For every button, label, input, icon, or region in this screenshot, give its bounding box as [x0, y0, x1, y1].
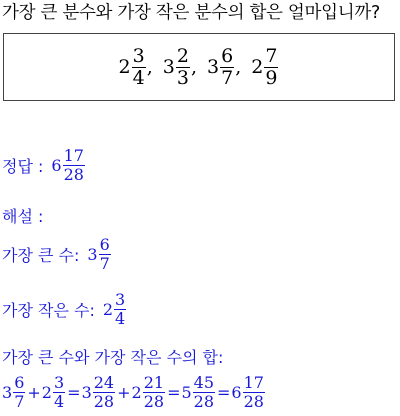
denominator: 7 [221, 66, 234, 89]
whole-number: 5 [181, 383, 192, 402]
given-fraction-2 [162, 44, 191, 89]
denominator: 4 [115, 309, 126, 328]
numerator: 6 [99, 235, 110, 254]
whole-number: 3 [162, 56, 175, 78]
whole-number: 2 [251, 56, 264, 78]
denominator: 28 [93, 392, 115, 411]
numerator: 7 [265, 44, 278, 67]
given-fractions-box [3, 33, 395, 101]
denominator: 28 [243, 392, 264, 411]
whole-number: 3 [81, 383, 92, 402]
denominator: 3 [176, 66, 189, 89]
term-5 [181, 375, 216, 410]
numerator: 6 [221, 44, 234, 67]
answer-row [2, 148, 86, 183]
denominator: 28 [193, 392, 215, 411]
numerator: 45 [193, 373, 215, 392]
numerator: 3 [132, 44, 145, 67]
numerator: 6 [14, 373, 25, 392]
denominator: 7 [99, 254, 110, 273]
question-text: 가장 큰 분수와 가장 작은 분수의 합은 얼마입니까? [2, 3, 380, 23]
denominator: 9 [265, 66, 278, 89]
sum-equation [2, 375, 266, 410]
term-6 [231, 375, 266, 410]
answer-fraction [51, 148, 86, 183]
numerator: 17 [243, 373, 264, 392]
whole-number: 2 [131, 383, 142, 402]
whole-number: 2 [102, 300, 114, 319]
given-fraction-1 [118, 44, 147, 89]
whole-number: 6 [231, 383, 242, 402]
numerator: 3 [115, 290, 126, 309]
numerator: 2 [176, 44, 189, 67]
sum-label: 가장 큰 수와 가장 작은 수의 합: [2, 348, 224, 367]
denominator: 28 [143, 392, 165, 411]
smallest-fraction [103, 292, 127, 327]
whole-number: 2 [41, 383, 52, 402]
denominator: 4 [132, 66, 145, 89]
largest-row [2, 237, 112, 272]
largest-label: 가장 큰 수: [2, 246, 80, 265]
largest-fraction [87, 237, 111, 272]
whole-number: 3 [2, 383, 13, 402]
separator: , [190, 56, 198, 78]
numerator: 21 [143, 373, 165, 392]
smallest-row [2, 292, 127, 327]
numerator: 17 [63, 146, 84, 165]
given-fraction-4 [251, 44, 279, 89]
denominator: 28 [63, 165, 84, 184]
separator: , [146, 56, 153, 78]
term-3 [82, 375, 117, 410]
term-2 [42, 375, 66, 410]
numerator: 24 [93, 373, 115, 392]
plus-sign: + [27, 383, 41, 402]
denominator: 4 [53, 392, 65, 411]
equals-sign: = [167, 383, 181, 402]
whole-number: 6 [51, 156, 62, 175]
explanation-label: 해설 : [2, 207, 44, 226]
whole-number: 3 [87, 245, 98, 264]
numerator: 3 [53, 373, 65, 392]
separator: , [235, 56, 242, 78]
equals-sign: = [217, 383, 231, 402]
plus-sign: + [117, 383, 131, 402]
whole-number: 2 [118, 56, 131, 78]
denominator: 7 [14, 392, 25, 411]
whole-number: 3 [207, 56, 220, 78]
given-fraction-3 [207, 44, 235, 89]
term-4 [132, 375, 167, 410]
equals-sign: = [67, 383, 81, 402]
term-1 [2, 375, 26, 410]
smallest-label: 가장 작은 수: [2, 301, 95, 320]
answer-label: 정답 : [2, 157, 44, 176]
